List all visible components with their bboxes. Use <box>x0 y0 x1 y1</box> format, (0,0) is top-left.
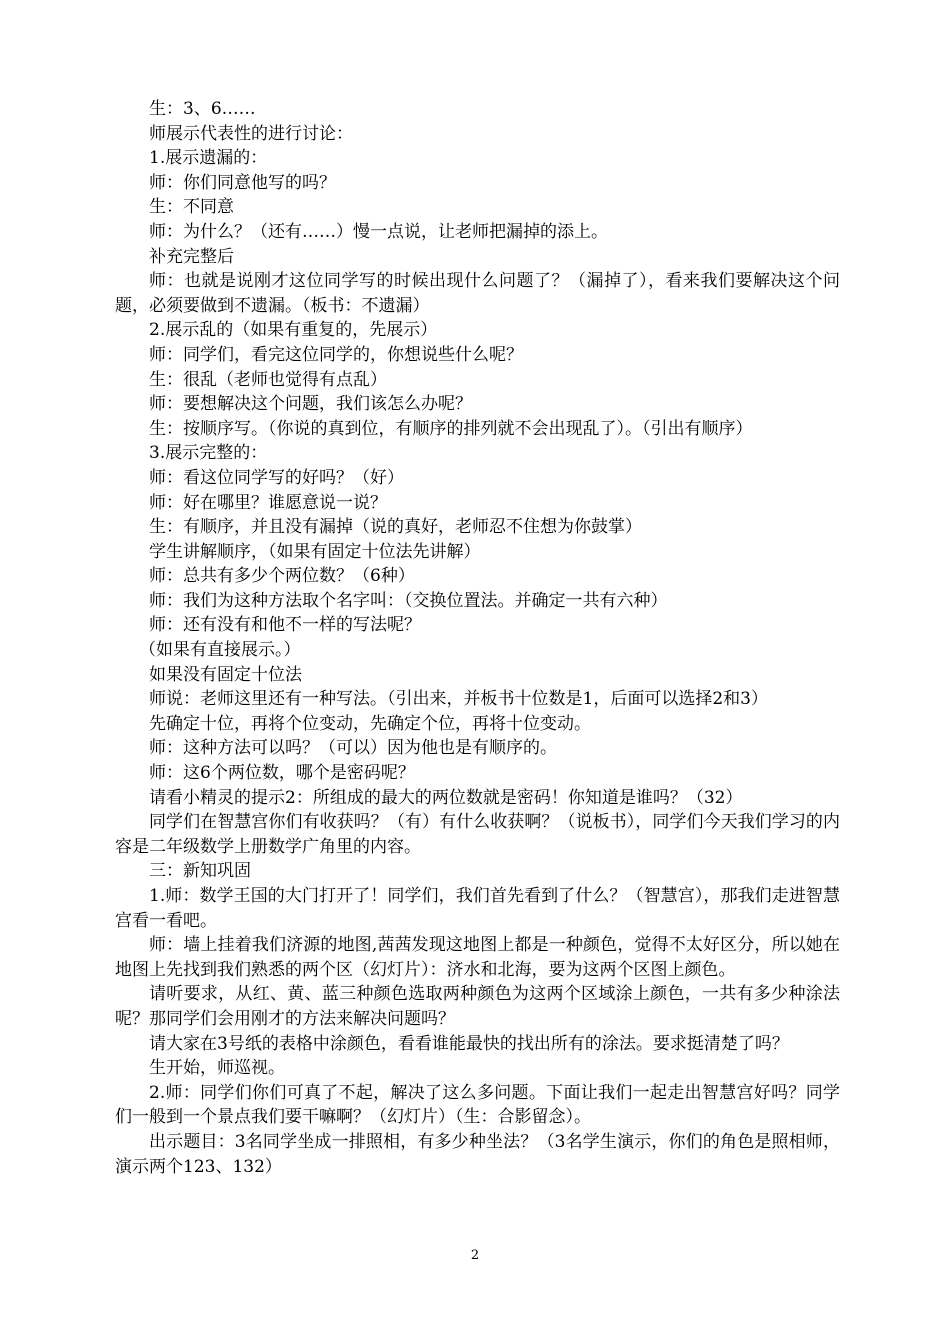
section-heading: 三：新知巩固 <box>149 861 251 882</box>
paragraph: 师：我们为这种方法取个名字叫：（交换位置法。并确定一共有六种） <box>149 590 668 611</box>
paragraph: 先确定十位，再将个位变动，先确定个位，再将十位变动。 <box>149 713 591 734</box>
paragraph: （如果有直接展示。） <box>139 640 301 661</box>
paragraph: 生：有顺序，并且没有漏掉（说的真好，老师忍不住想为你鼓掌） <box>149 517 642 538</box>
paragraph: 请听要求，从红、黄、蓝三种颜色选取两种颜色为这两个区域涂上颜色，一共有多少种涂法呢？那同学们会用刚才的方法来解决问题吗？ <box>115 984 840 1029</box>
paragraph: 1.展示遗漏的： <box>149 148 268 169</box>
paragraph: 师：同学们，看完这位同学的，你想说些什么呢？ <box>149 344 523 365</box>
paragraph: 师：好在哪里？谁愿意说一说？ <box>149 492 387 513</box>
paragraph: 师说：老师这里还有一种写法。（引出来，并板书十位数是1，后面可以选择2和3） <box>149 689 768 710</box>
paragraph: 师：还有没有和他不一样的写法呢？ <box>149 615 421 636</box>
paragraph: 师：为什么？（还有……）慢一点说，让老师把漏掉的添上。 <box>149 221 608 242</box>
paragraph: 2.展示乱的（如果有重复的，先展示） <box>149 320 438 341</box>
paragraph: 2.师：同学们你们可真了不起，解决了这么多问题。下面让我们一起走出智慧宫好吗？同学们一般到一个景点我们要干嘛啊？（幻灯片）（生：合影留念）。 <box>115 1082 840 1128</box>
paragraph: 师：你们同意他写的吗？ <box>149 172 336 193</box>
paragraph: 学生讲解顺序，（如果有固定十位法先讲解） <box>149 541 481 562</box>
paragraph: 师展示代表性的进行讨论： <box>149 123 353 144</box>
paragraph: 生：很乱（老师也觉得有点乱） <box>149 369 387 390</box>
paragraph: 3.展示完整的： <box>149 443 268 464</box>
paragraph: 生：按顺序写。（你说的真到位，有顺序的排列就不会出现乱了）。（引出有顺序） <box>149 418 753 439</box>
paragraph: 师：墙上挂着我们济源的地图,茜茜发现这地图上都是一种颜色，觉得不太好区分，所以她在地图上先找到我们熟悉的两个区（幻灯片）：济水和北海，要为这两个区图上颜色。 <box>115 935 840 980</box>
paragraph: 出示题目：3名同学坐成一排照相，有多少种坐法？（3名学生演示，你们的角色是照相师，演示两个123、132） <box>115 1131 840 1177</box>
paragraph: 师：总共有多少个两位数？（6种） <box>149 566 415 587</box>
paragraph: 请大家在3号纸的表格中涂颜色，看看谁能最快的找出所有的涂法。要求挺清楚了吗？ <box>149 1033 789 1054</box>
page-number: 2 <box>470 1248 480 1263</box>
paragraph: 1.师：数学王国的大门打开了！同学们，我们首先看到了什么？（智慧宫），那我们走进智慧宫看一看吧。 <box>115 886 840 931</box>
paragraph: 生：3、6…… <box>149 99 256 119</box>
paragraph: 师：也就是说刚才这位同学写的时候出现什么问题了？（漏掉了），看来我们要解决这个问题，必须要做到不遗漏。（板书：不遗漏） <box>115 271 840 316</box>
paragraph: 补充完整后 <box>149 246 234 267</box>
document-body <box>115 97 840 1179</box>
paragraph: 生开始，师巡视。 <box>149 1058 285 1079</box>
paragraph: 请看小精灵的提示2：所组成的最大的两位数就是密码！你知道是谁吗？（32） <box>149 787 743 808</box>
paragraph: 同学们在智慧宫你们有收获吗？（有）有什么收获啊？（说板书），同学们今天我们学习的内容是二年级数学上册数学广角里的内容。 <box>115 812 840 857</box>
paragraph: 师：这种方法可以吗？（可以）因为他也是有顺序的。 <box>149 738 557 759</box>
paragraph: 生：不同意 <box>149 197 234 218</box>
paragraph: 师：这6个两位数，哪个是密码呢？ <box>149 763 415 784</box>
paragraph: 师：看这位同学写的好吗？（好） <box>149 467 404 488</box>
paragraph: 如果没有固定十位法 <box>149 664 302 685</box>
paragraph: 师：要想解决这个问题，我们该怎么办呢？ <box>149 394 472 415</box>
